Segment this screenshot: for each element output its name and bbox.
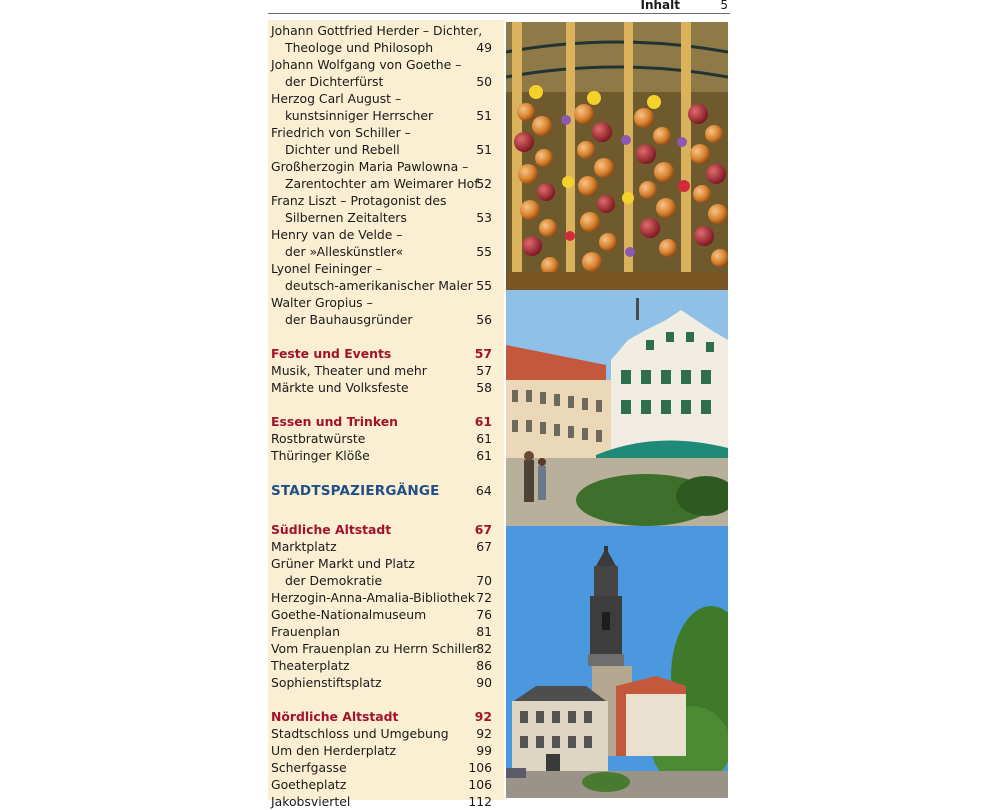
- toc-entry-title: Stadtschloss und Umgebung: [271, 726, 449, 741]
- toc-entry-page: 92: [476, 726, 492, 741]
- toc-entry-title: Thüringer Klöße: [271, 448, 370, 463]
- toc-entry: [271, 430, 492, 447]
- toc-entry-title: Zarentochter am Weimarer Hof: [285, 176, 479, 191]
- toc-entry-title: Grüner Markt und Platz: [271, 556, 415, 571]
- marketplace-town-hall-photo: [506, 290, 728, 526]
- toc-entry-title: Dichter und Rebell: [285, 142, 400, 157]
- toc-section-heading: [271, 521, 492, 538]
- toc-entry-page: 53: [476, 210, 492, 225]
- toc-entry-title: Herzog Carl August –: [271, 91, 402, 106]
- header-title: Inhalt: [640, 0, 680, 12]
- toc-entry-page: 99: [476, 743, 492, 758]
- toc-entry-page: 51: [476, 108, 492, 123]
- toc-entry-page: 57: [474, 346, 492, 361]
- toc-section-heading: [271, 413, 492, 430]
- toc-entry: [271, 793, 492, 810]
- toc-entry: [271, 22, 492, 39]
- toc-entry-title: der Bauhausgründer: [285, 312, 413, 327]
- toc-entry-title: Feste und Events: [271, 346, 392, 361]
- toc-entry-title: der Demokratie: [285, 573, 383, 588]
- toc-entry: [271, 742, 492, 759]
- toc-entry: [271, 447, 492, 464]
- toc-entry-title: kunstsinniger Herrscher: [285, 108, 434, 123]
- toc-entry: [271, 294, 492, 311]
- toc-entry-page: 67: [476, 539, 492, 554]
- toc-entry-title: Marktplatz: [271, 539, 337, 554]
- toc-entry: [271, 158, 492, 175]
- toc-entry-page: 70: [476, 573, 492, 588]
- toc-entry-title: Frauenplan: [271, 624, 340, 639]
- toc-entry-page: 56: [476, 312, 492, 327]
- toc-entry: [271, 39, 492, 56]
- toc-entry-title: Johann Gottfried Herder – Dichter,: [271, 23, 483, 38]
- toc-entry-title: STADTSPAZIERGÄNGE: [271, 483, 440, 499]
- toc-entry-title: Lyonel Feininger –: [271, 261, 382, 276]
- toc-entry: [271, 657, 492, 674]
- toc-entry-page: 55: [476, 278, 492, 293]
- toc-entry: [271, 124, 492, 141]
- toc-section-heading: [271, 345, 492, 362]
- toc-entry-page: 106: [468, 777, 492, 792]
- toc-entry: [271, 776, 492, 793]
- toc-entry: [271, 226, 492, 243]
- toc-entry-title: Essen und Trinken: [271, 414, 398, 429]
- toc-entry: [271, 623, 492, 640]
- book-page: [268, 0, 730, 809]
- toc-entry: [271, 107, 492, 124]
- toc-entry-page: 106: [468, 760, 492, 775]
- toc-entry-title: Herzogin-Anna-Amalia-Bibliothek: [271, 590, 475, 605]
- toc-entry-page: 57: [476, 363, 492, 378]
- toc-entry: [271, 538, 492, 555]
- toc-entry-title: Friedrich von Schiller –: [271, 125, 411, 140]
- toc-entry-page: 61: [476, 448, 492, 463]
- toc-entry: [271, 674, 492, 691]
- toc-entry-page: 61: [474, 414, 492, 429]
- toc-entry-title: der Dichterfürst: [285, 74, 384, 89]
- toc-entry-title: Johann Wolfgang von Goethe –: [271, 57, 462, 72]
- toc-entry-page: 92: [474, 709, 492, 724]
- toc-entry: [271, 260, 492, 277]
- toc-part-heading: [271, 481, 492, 501]
- toc-entry-page: 50: [476, 74, 492, 89]
- toc-entry-title: Märkte und Volksfeste: [271, 380, 409, 395]
- toc-entry-title: Goetheplatz: [271, 777, 347, 792]
- toc-entry-page: 76: [476, 607, 492, 622]
- toc-entry: [271, 759, 492, 776]
- page-number: 5: [720, 0, 728, 12]
- toc-entry-page: 90: [476, 675, 492, 690]
- toc-entry: [271, 725, 492, 742]
- toc-entry-title: Rostbratwürste: [271, 431, 366, 446]
- toc-entry-page: 86: [476, 658, 492, 673]
- toc-entry-page: 64: [475, 483, 492, 498]
- toc-entry: [271, 555, 492, 572]
- toc-entry-title: Scherfgasse: [271, 760, 347, 775]
- city-palace-tower-photo: [506, 526, 728, 798]
- toc-entry-title: Henry van de Velde –: [271, 227, 403, 242]
- toc-entry: [271, 572, 492, 589]
- toc-entry: [271, 243, 492, 260]
- toc-entry: [271, 73, 492, 90]
- toc-entry-page: 61: [476, 431, 492, 446]
- toc-entry-page: 67: [474, 522, 492, 537]
- toc-entry-title: Südliche Altstadt: [271, 522, 392, 537]
- toc-entry: [271, 192, 492, 209]
- toc-entry: [271, 56, 492, 73]
- toc-entry-title: Vom Frauenplan zu Herrn Schiller: [271, 641, 478, 656]
- toc-entry-page: 51: [476, 142, 492, 157]
- toc-entry: [271, 175, 492, 192]
- toc-entry-title: Theaterplatz: [271, 658, 350, 673]
- running-header: [268, 0, 730, 14]
- toc-entry-page: 112: [468, 794, 492, 809]
- toc-entry-title: Silbernen Zeitalters: [285, 210, 407, 225]
- toc-entry-page: 52: [476, 176, 492, 191]
- table-of-contents: [268, 20, 504, 809]
- toc-entry: [271, 589, 492, 606]
- toc-entry-title: Franz Liszt – Protagonist des: [271, 193, 447, 208]
- toc-entry-title: der »Alleskünstler«: [285, 244, 404, 259]
- toc-entry: [271, 141, 492, 158]
- toc-entry-title: Nördliche Altstadt: [271, 709, 399, 724]
- toc-entry: [271, 362, 492, 379]
- toc-entry: [271, 209, 492, 226]
- toc-entry-page: 58: [476, 380, 492, 395]
- toc-entry-title: Walter Gropius –: [271, 295, 373, 310]
- toc-entry-title: Um den Herderplatz: [271, 743, 397, 758]
- toc-entry-page: 49: [476, 40, 492, 55]
- toc-entry: [271, 277, 492, 294]
- toc-entry: [271, 606, 492, 623]
- toc-entry: [271, 90, 492, 107]
- toc-entry-title: Musik, Theater und mehr: [271, 363, 427, 378]
- toc-entry-title: Theologe und Philosoph: [285, 40, 434, 55]
- toc-entry-title: deutsch-amerikanischer Maler: [285, 278, 473, 293]
- onion-market-photo: [506, 22, 728, 290]
- toc-entry-page: 72: [476, 590, 492, 605]
- toc-entry-title: Jakobsviertel: [271, 794, 351, 809]
- toc-entry-page: 81: [476, 624, 492, 639]
- toc-entry: [271, 640, 492, 657]
- toc-entry-page: 82: [476, 641, 492, 656]
- toc-entry-page: 55: [476, 244, 492, 259]
- toc-entry: [271, 379, 492, 396]
- toc-entry-title: Goethe-Nationalmuseum: [271, 607, 427, 622]
- toc-entry: [271, 311, 492, 328]
- toc-section-heading: [271, 708, 492, 725]
- toc-entry-title: Großherzogin Maria Pawlowna –: [271, 159, 469, 174]
- toc-entry-title: Sophienstiftsplatz: [271, 675, 382, 690]
